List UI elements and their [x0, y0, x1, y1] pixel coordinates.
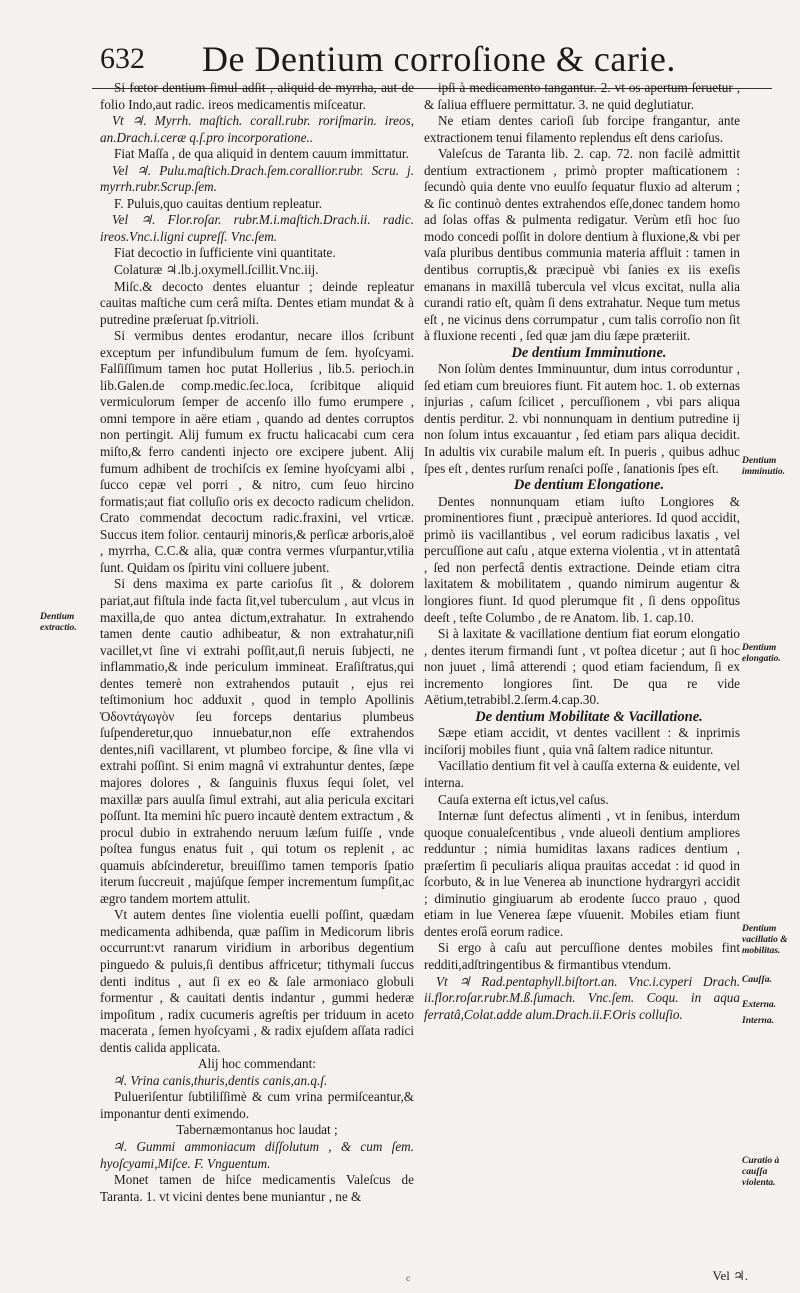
paragraph: Valeſcus de Taranta lib. 2. cap. 72. non facilè admittit dentium extractionem , primò propter maſticationem : ſecundò quia dente vno euulſo ſequatur fluxio ad alterum ; & ſic continuò dentes extrahendos eſſe,donec tandem homo ad ſolas offas & pulmenta redigatur. Verùm etſi hoc ſuo modo concedi poſſit in dolore dentium à fluxione,& vbi per vaſa pluribus dentibus communia materia affluit : tamen in dentibus corruptis,& præcipuè vbi ſanies ex iis exeſis emanans in maxillâ tubercula vel vlcus excitat, nulla alia curandi ratio eſt, quàm ſi dens extrahatur. Neque tum metus eſt , ne vicinus dens corrumpatur , cum talis corroſio non ſit à fluxione recenti , ſed quæ jam diu ſæpe præteriit. — [424, 146, 740, 344]
margin-note-extractio: Dentium extractio. — [40, 612, 77, 633]
paragraph: Miſc.& decocto dentes eluantur ; deinde repleatur cauitas maſtiche cum cerâ miſta. Dentes etiam mundat & à putredine præſeruat ſp.vitrioli. — [100, 278, 414, 327]
paragraph: Vacillatio dentium fit vel à cauſſa externa & euidente, vel interna. — [424, 758, 740, 790]
paragraph: ipſi à medicamento tangantur. 2. vt os apertum ſeruetur , & ſaliua effluere permittatur. 3. ne quid deglutiatur. — [424, 80, 740, 112]
paragraph: Alij hoc commendant: — [198, 1056, 316, 1072]
paragraph: Si à laxitate & vacillatione dentium fiat eorum elongatio , dentes iterum firmandi ſunt , vt poſtea dicetur ; aut ſi hoc non juuet , limâ atterendi ; quod etiam faciendum, ſi ex incremento longiores ſint. De qua re vide Aëtium,tetrabibl.2.ſerm.4.cap.30. — [424, 626, 740, 708]
paragraph: Fiat Maſſa , de qua aliquid in dentem cauum immittatur. — [114, 146, 409, 162]
paragraph: Tabernæmontanus hoc laudat ; — [176, 1122, 338, 1138]
section-title: De dentium Elongatione. — [513, 477, 665, 494]
paragraph: F. Puluis,quo cauitas dentium repleatur. — [114, 195, 323, 211]
section-title: De dentium Imminutione. — [511, 344, 667, 361]
paragraph: Non ſolùm dentes Imminuuntur, dum intus corroduntur , ſed etiam cum breuiores fiunt. Fit autem hoc. 1. ob externas injurias , caſum ſcilicet , percuſſionem , vbi pars aliqua dentis perditur. 2. vbi nonnunquam in dentium putredine ij non ſolum intus excauantur , ſed etiam pars aliqua decidit. In adultis vix curabile malum eſt. In pueris , quibus adhuc ſpes eſt , dentes rurſum renaſci poſſe , ſanationis ſpes eſt. — [424, 361, 740, 476]
paragraph: ♃. Gummi ammoniacum diſſolutum , & cum ſem. hyoſcyami,Miſce. F. Vnguentum. — [100, 1139, 414, 1171]
paragraph: Pulueriſentur ſubtiliſſimè & cum vrina permiſceantur,& imponantur denti eximendo. — [100, 1089, 414, 1121]
paragraph: Si fœtor dentium ſimul adſit , aliquid de myrrha, aut de folio Indo,aut radic. ireos medicamentis miſceatur. — [100, 80, 414, 112]
margin-note-curatio: Curatio à cauſſa violenta. — [742, 1156, 780, 1188]
paragraph: ♃. Vrina canis,thuris,dentis canis,an.q.ſ. — [112, 1072, 328, 1088]
paragraph: Vel ♃. Flor.roſar. rubr.M.i.maſtich.Drach.ii. radic. ireos.Vnc.i.ligni cupreſſ. Vnc.ſem. — [100, 212, 414, 244]
paragraph: Dentes nonnunquam etiam iuſto Longiores & prominentiores fiunt , præcipuè anteriores. Id quod accidit, primò iis vacillantibus , vel eorum radicibus laxatis , vel percuſſione aut caſu , atque externa violentia , vt in attentatâ , ſed non perfectâ dentis extractione. Deinde etiam citra laxitatem & mobilitatem , quando nimirum augentur & longiores fiunt. Id quod plerumque fit , ſi dens oppoſitus deeſt , teſte Columbo , de re Anatom. lib. 1. cap.10. — [424, 493, 740, 625]
left-column — [100, 80, 414, 1270]
paragraph: Vt ♃ Rad.pentaphyll.biſtort.an. Vnc.i.cyperi Drach. ii.flor.roſar.rubr.M.ß.ſumach. Vnc.ſem. Coqu. in aqua ferratâ,Colat.adde alum.Drach.ii.F.Oris colluſio. — [424, 973, 740, 1022]
paragraph: Monet tamen de hiſce medicamentis Valeſcus de Taranta. 1. vt vicini dentes bene muniantur , ne & — [100, 1172, 414, 1204]
right-column — [424, 80, 740, 1270]
paragraph: Ne etiam dentes carioſi ſub forcipe frangantur, ante extractionem tenui filamento replendus eſt dens carioſus. — [424, 113, 740, 145]
paragraph: Vt autem dentes ſine violentia euelli poſſint, quædam medicamenta adhibenda, quæ paſſim in Medicorum libris occurrunt:vt ranarum viridium in arboribus degentium pinguedo & puluis,ſi dentibus affricetur; tithymali ſuccus denti inditus , aut ſi ex eo & ſale armoniaco globuli formentur , & cauitati dentis indantur , gummi hederæ impoſitum , radix cucumeris agreſtis per triduum in aceto macerata , ſemen hyoſcyami , & radix ejuſdem aſſata radici dentis calida applicata. — [100, 907, 414, 1055]
section-title: De dentium Mobilitate & Vacillatione. — [475, 708, 703, 725]
paragraph: Sæpe etiam accidit, vt dentes vacillent : & inprimis inciſorij mobiles fiunt , quia vnâ ſaltem radice nituntur. — [424, 725, 740, 757]
margin-note-interna: Interna. — [742, 1016, 774, 1026]
paragraph: Si ergo à caſu aut percuſſione dentes mobiles fint redditi,adſtringentibus & firmantibus vtendum. — [424, 940, 740, 972]
paragraph: Vel ♃. Pulu.maſtich.Drach.ſem.corallior.rubr. Scru. j. myrrh.rubr.Scrup.ſem. — [100, 162, 414, 195]
paragraph: Si vermibus dentes erodantur, necare illos ſcribunt exceptum per infundibulum fumum de ſem. hyoſcyami. Falſiſſimum tamen hoc putat Hollerius , lib.5. perioch.in lib.Galen.de comp.medic.ſec.loca, ſcribitque aliquid vermiculorum ſemper de accenſo illo fumo erumpere , omni tempore in aëre etiam , quando ad dentes corruptos non pertingit. Alij fumum ex fructu halicacabi cum cera miſto,& ferro candenti injecto ore excipere jubent. Alij fumum adhibent de trochiſcis ex ſemine hyoſcyami albi , ſucco cepæ vel porri , & nitro, cum ſeuo hircino formatis;aut fiat colluſio oris ex decocto radicum chelidon. Crato commendat decoctum radic.fraxini, vel vrticæ. Succus item folior. centaurij minoris,& perſicæ arboris,aloë , myrrha, C.C.& alia, quæ contra vermes vſurpantur,vtilia ſunt. Quidam os ſpiritu vini colluere jubent. — [100, 328, 414, 575]
paragraph: Cauſa externa eſt ictus,vel caſus. — [438, 791, 609, 807]
catchword: Vel ♃. — [712, 1268, 748, 1283]
footer-mark: c — [406, 1274, 411, 1283]
running-head: De Dentium corroſione & carie. — [202, 39, 676, 79]
margin-note-imminutio: Dentium imminutio. — [742, 456, 786, 477]
paragraph: Internæ ſunt defectus alimenti , vt in ſenibus, interdum quoque conualeſcentibus , vnde alueoli dentium ampliores redduntur ; nimia humiditas laxans radices dentium , præſertim ſi peculiaris aliqua prauitas accedat : id quod in ſcorbuto, & in lue Venerea ab inunctione hydrargyri accidit ; diminutio gingiuarum ab erodente ſucco prauo , quod etiam in lue Venerea ſæpe vſuuenit. Mobiles etiam fiunt dentes eroſâ eorum radice. — [424, 808, 740, 939]
margin-note-elongatio: Dentium elongatio. — [742, 643, 781, 664]
margin-note-caussa: Cauſſa. — [742, 975, 772, 985]
paragraph: Si dens maxima ex parte carioſus ſit , & dolorem pariat,aut fiſtula inde facta ſit,vel tuberculum , aut vlcus in maxilla,de quo antea dictum,extrahatur. In extrahendo tamen dente cautio adhibeatur, & non extrahatur,niſi vacillet,vt ſine vi extrahi poſſit,aut,ſi neruis ſubjecti, ne inflammatio,& inde periculum immineat. Eraſiſtratus,qui dentes temerè non extrahendos putauit , ejus rei teſtimonium hoc adduxit , quod in templo Apollinis Ὀδοντάγωγὸν ſeu forceps dentarius plumbeus ſuſpenderetur,quo innuebatur,non eſſe extrahendos dentes,niſi vacillarent, vt plumbeo forcipe, & ſine vlla vi extrahi poſſint. Si enim magnâ vi extrahuntur dentes, ſæpe majores dolores , & ſanguinis fluxus ſequi ſolet, vel maxillæ pars auulſa ſimul extrahi, aut alia pericula excitari poſſunt. Ita memini hîc puero incautè dentem extractum , & procul dubio in extrahendo neruum læſum fuiſſe , vnde poſtea fungus enatus fuit , qui totum os replenit , ac quamuis abſcinderetur, breuiſſimo tamen temporis ſpatio iterum ſuccreuit , majúſque ſemper incrementum ſumpſit,ac ægro tandem mortem attulit. — [100, 576, 414, 906]
margin-note-vacillatio: Dentium vacillatio & mobilitas. — [742, 924, 788, 956]
paragraph: Colaturæ ♃.lb.j.oxymell.ſcillit.Vnc.iij. — [114, 262, 319, 278]
page-number: 632 — [100, 42, 145, 75]
paragraph: Vt ♃. Myrrh. maſtich. corall.rubr. roriſmarin. ireos, an.Drach.i.ceræ q.ſ.pro incorporatione.. — [100, 113, 414, 145]
paragraph: Fiat decoctio in ſufficiente vini quantitate. — [114, 245, 336, 261]
margin-note-externa: Externa. — [742, 1000, 777, 1010]
